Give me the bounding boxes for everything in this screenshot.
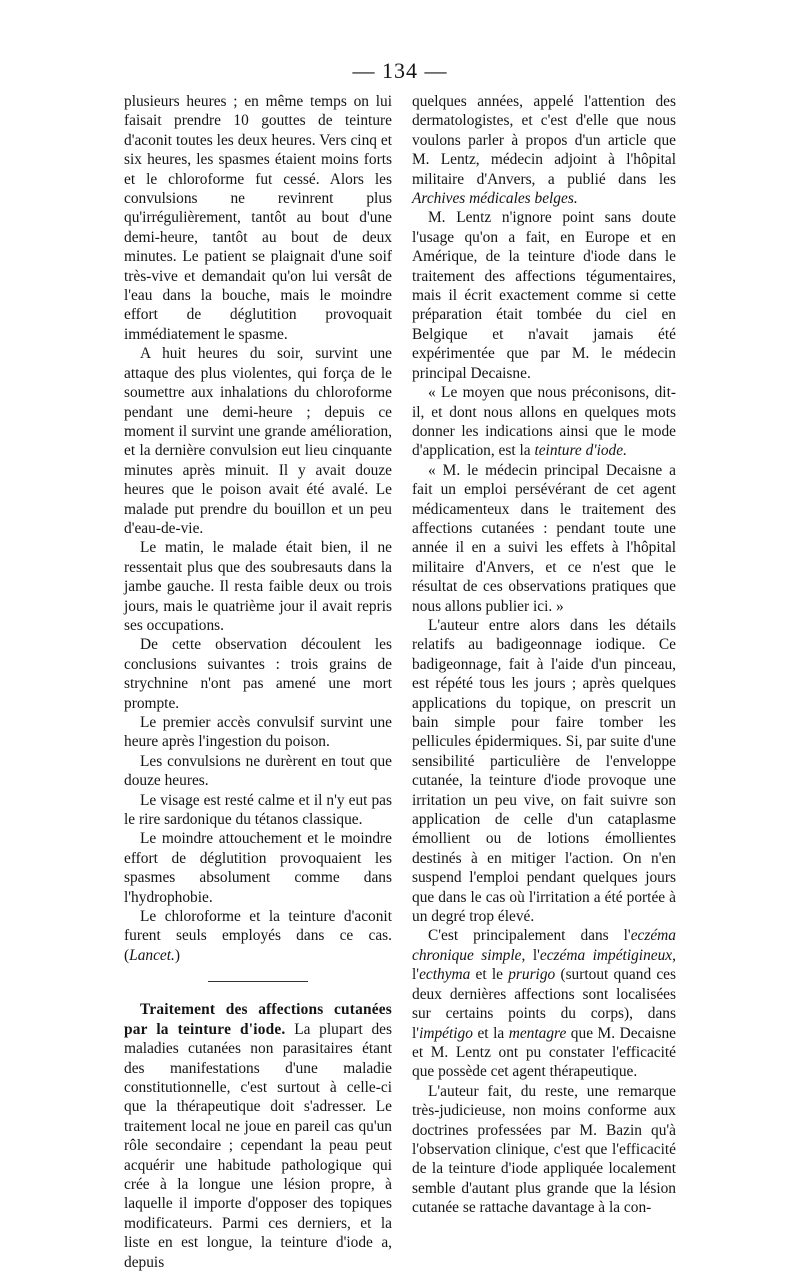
right-column — [412, 92, 676, 1218]
left-paragraph-9 — [124, 907, 392, 965]
left-paragraph-1: plusieurs heures ; en même temps on lui faisait prendre 10 gouttes de teinture d'aconit toutes les deux heures. Vers cinq et six heures, les spasmes étaient moins forts et le chloroforme fut cessé. Alors les convulsions ne revinrent plus qu'irrégulièrement, tantôt au bout d'une demi-heure, tantôt au bout de deux minutes. Le patient se plaignait d'une soif très-vive et demandait qu'on lui versât de l'eau dans la bouche, mais le moindre effort de déglutition provoquait immédiatement le spasme. — [124, 93, 392, 343]
section-paragraph — [124, 1000, 392, 1272]
paragraph-text: C'est principalement dans l' — [428, 927, 631, 945]
emphasis-text: teinture d'iode. — [534, 442, 627, 460]
left-paragraph-8: Le moindre attouchement et le moindre effort de déglutition provoquaient les spasmes absolument comme dans l'hydrophobie. — [124, 830, 392, 906]
paragraph-text: et le — [470, 966, 509, 984]
right-paragraph-1 — [412, 92, 676, 208]
left-column — [124, 92, 392, 1272]
paragraph-text: , l' — [521, 946, 540, 964]
right-paragraph-6 — [412, 926, 676, 1081]
right-paragraph-4: « M. le médecin principal Decaisne a fait un emploi persévérant de cet agent médicamenteux dans le traitement des affections cutanées : pendant toute une année il en a suivi les effets à l'hôpital militaire d'Anvers, et ce n'est que le résultat de ces observations pratiques que nous allons publier ici. » — [412, 461, 676, 615]
right-paragraph-2: M. Lentz n'ignore point sans doute l'usage qu'on a fait, en Europe et en Amérique, de la teinture d'iode dans le traitement des affections tégumentaires, mais il écrit exactement comme si cette préparation était tombée du ciel en Belgique et n'avait jamais été expérimentée que par M. le médecin principal Decaisne. — [412, 209, 676, 382]
paragraph-text: (surtout quand ces deux dernières affections sont localisées sur certains points du corps), dans l' — [412, 966, 676, 1042]
paragraph-text: quelques années, appelé l'attention des dermatologistes, et c'est d'elle que nous voulons parler à propos d'un article que M. Lentz, médecin adjoint à l'hôpital militaire d'Anvers, a publié dans les — [412, 93, 676, 188]
disease-name: prurigo — [508, 966, 556, 984]
journal-title: Archives médicales belges. — [412, 190, 578, 208]
paragraph-text: que M. Decaisne et M. Lentz ont pu constater l'efficacité que possède cet agent thérapeutique. — [412, 1024, 676, 1081]
section-separator — [208, 981, 308, 982]
paragraph-text: ) — [174, 946, 181, 964]
disease-name: mentagre — [508, 1024, 567, 1042]
left-paragraph-2: A huit heures du soir, survint une attaque des plus violentes, qui força de le soumettre aux inhalations du chloroforme pendant une demi-heure ; depuis ce moment il survint une grande amélioration, et la dernière convulsion eut lieu cinquante minutes après minuit. Il y avait douze heures que le poison avait été avalé. Le malade put prendre du bouillon et un peu d'eau-de-vie. — [124, 345, 392, 537]
left-paragraph-6: Les convulsions ne durèrent en tout que douze heures. — [124, 752, 392, 790]
source-citation: Lancet. — [129, 946, 175, 964]
left-paragraph-7: Le visage est resté calme et il n'y eut pas le rire sardonique du tétanos classique. — [124, 791, 392, 829]
paragraph-text: « Le moyen que nous préconisons, dit-il, et dont nous allons en quelques mots donner les indications ainsi que le mode d'application, est la — [412, 384, 676, 460]
section-heading: Traitement des affections cutanées par la teinture d'iode. — [124, 1001, 392, 1038]
disease-name: ecthyma — [419, 966, 471, 984]
page-number: — 134 — — [352, 58, 448, 83]
paragraph-text: La plupart des maladies cutanées non parasitaires étant des manifestations d'une maladie constitutionnelle, c'est surtout à celle-ci que la thérapeutique doit s'adresser. Le traitement local ne joue en pareil cas qu'un rôle secondaire ; cependant la peau peut acquérir une habitude pathologique qui crée à la longue une lésion propre, à laquelle il importe d'opposer des topiques modificateurs. Parmi ces derniers, et la liste en est longue, la teinture d'iode a, depuis — [124, 1020, 392, 1271]
disease-name: eczéma chronique simple — [412, 927, 676, 964]
paragraph-text: et la — [472, 1024, 509, 1042]
right-paragraph-5: L'auteur entre alors dans les détails relatifs au badigeonnage iodique. Ce badigeonnage, fait à l'aide d'un pinceau, est répété tous les jours ; après quelques applications du topique, on prescrit un bain simple pour faire tomber les pellicules épidermiques. Si, par suite d'une sensibilité particulière de l'enveloppe cutanée, la teinture d'iode provoque une irritation un peu vive, on fait suivre son application de celle d'un cataplasme émollient ou de lotions émollientes destinés à en mitiger l'action. On n'en suspend l'emploi pendant quelques jours que dans le cas où l'irritation a été portée à un degré trop élevé. — [412, 616, 676, 926]
right-paragraph-3 — [412, 383, 676, 461]
paragraph-text: , l' — [412, 946, 676, 984]
right-paragraph-7: L'auteur fait, du reste, une remarque très-judicieuse, non moins conforme aux doctrines professées par M. Bazin qu'à l'observation clinique, c'est que l'efficacité de la teinture d'iode appliquée localement semble d'autant plus grande que la lésion cutanée se rattache davantage à la con- — [412, 1082, 676, 1217]
left-paragraph-4: De cette observation découlent les conclusions suivantes : trois grains de strychnine n'ont pas amené une mort prompte. — [124, 636, 392, 712]
left-paragraph-5: Le premier accès convulsif survint une heure après l'ingestion du poison. — [124, 714, 392, 751]
left-paragraph-3: Le matin, le malade était bien, il ne ressentait plus que des soubresauts dans la jambe gauche. Il resta faible deux ou trois jours, mais le quatrième jour il avait repris ses occupations. — [124, 539, 392, 634]
paragraph-text: Le chloroforme et la teinture d'aconit furent seuls employés dans ce cas. ( — [124, 908, 392, 964]
disease-name: impétigo — [419, 1024, 473, 1042]
disease-name: eczéma impétigineux — [539, 946, 673, 964]
